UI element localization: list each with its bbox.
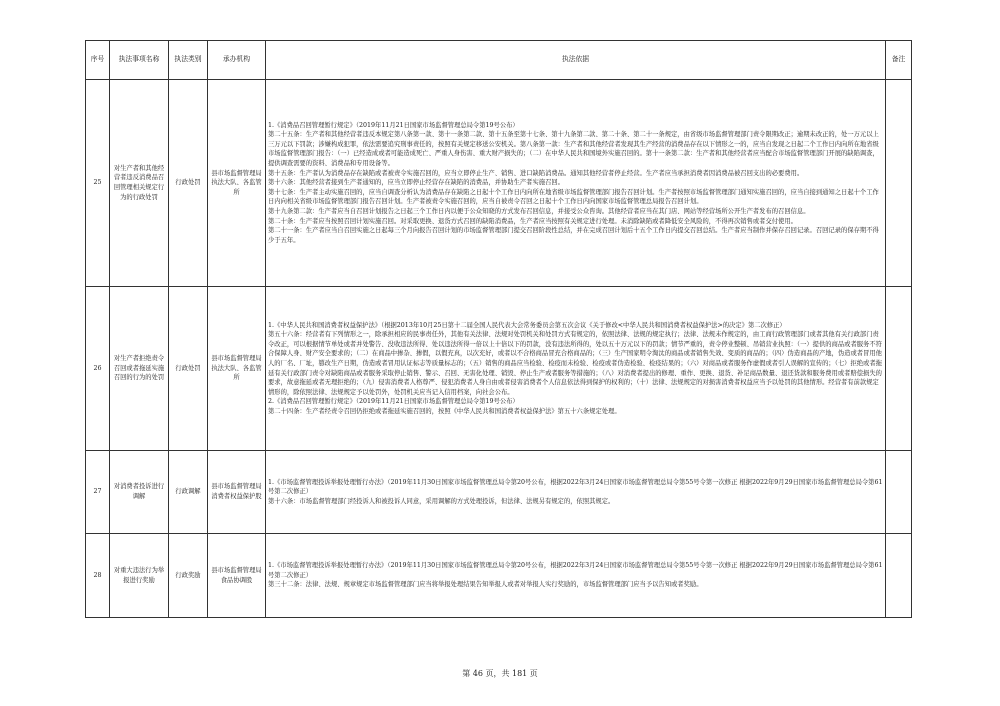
cell-remarks — [886, 80, 912, 287]
cell-name: 对生产者和其他经营者违反消费品召回管理相关规定行为的行政处罚 — [110, 80, 169, 287]
basis-paragraph: 第十五条：生产者认为消费品存在缺陷或者被责令实施召回的，应当立即停止生产、销售、进口缺陷消费品。通知其他经营者停止经营。生产者应当承担消费者因消费品被召回支出的必要费用。 — [268, 169, 804, 177]
cell-agency: 县市场监督管理局执法大队、各监管所 — [208, 287, 266, 451]
cell-basis — [266, 451, 886, 534]
basis-paragraph: 第十七条：生产者主动实施召回的，应当自调查分析认为消费品存在缺陷之日起十个工作日内向所在地省级市场监督管理部门报告召回计划。生产者按照市场监督管理部门通知实施召回的，应当自接到通知之日起十个工作日内向相关省级市场监督管理部门报告召回计划。生产者被责令实施召回的，应当自被责令召回之日起十个工作日内向国家市场监督管理总局报告召回计划。 — [268, 188, 879, 206]
table-row — [86, 287, 912, 451]
cell-no: 25 — [86, 80, 110, 287]
cell-no: 28 — [86, 534, 110, 618]
basis-paragraph: 第二十五条：生产者和其他经营者违反本规定第八条第一款、第十一条第二款、第十五条至第十七条、第十九条第二款、第二十条、第二十一条规定，由省级市场监督管理部门责令限期改正；逾期未改正的，处一万元以上三万元以下罚款；涉嫌构成犯罪，依法需要追究刑事责任的，按照有关规定移送公安机关。第八条第一款：生产者和其他经营者发现其生产经营的消费品存在以下情形之一的，应当自发现之日起二个工作日内向所在地省级市场监督管理部门报告：（一）已经造成或者可能造成死亡、严重人身伤害、重大财产损失的；（二）在中华人民共和国境外实施召回的。第十一条第二款：生产者和其他经营者应当配合市场监督管理部门开展的缺陷调查，提供调查需要的资料、消费品和专用设备等。 — [268, 131, 879, 168]
header-basis: 执法依据 — [266, 41, 886, 80]
cell-type: 行政处罚 — [169, 80, 208, 287]
cell-agency: 县市场监督管理局食品协调股 — [208, 534, 266, 618]
cell-name: 对生产者拒绝责令召回或者拖延实施召回的行为的处罚 — [110, 287, 169, 451]
table-row — [86, 80, 912, 287]
cell-basis — [266, 534, 886, 618]
table-row — [86, 451, 912, 534]
cell-no: 27 — [86, 451, 110, 534]
basis-paragraph: 1.《市场监督管理投诉举报处理暂行办法》（2019年11月30日国家市场监督管理总局令第20号公布，根据2022年3月24日国家市场监督管理总局令第55号令第一次修正 根据2022年9月29日国家市场监督管理总局令第61号第二次修正） — [268, 562, 883, 579]
basis-paragraph: 1.《市场监督管理投诉举报处理暂行办法》（2019年11月30日国家市场监督管理总局令第20号公布，根据2022年3月24日国家市场监督管理总局令第55号令第一次修正 根据2022年9月29日国家市场监督管理总局令第61号第二次修正） — [268, 478, 883, 496]
cell-name: 对消费者投诉进行调解 — [110, 451, 169, 534]
basis-paragraph: 第二十条：生产者应当按照召回计划实施召回。对采取更换、退货方式召回的缺陷消费品，生产者应当按照有关规定进行处理。未消除缺陷或者降低安全风险的，不得再次销售或者交付使用。 — [268, 217, 797, 225]
basis-paragraph: 2.《消费品召回管理暂行规定》（2019年11月21日国家市场监督管理总局令第19号公布） — [268, 398, 519, 406]
basis-paragraph: 第十六条：其他经营者接到生产者通知的，应当立即停止经营存在缺陷的消费品，并协助生产者实施召回。 — [268, 179, 564, 187]
basis-paragraph: 第十六条：市场监督管理部门经投诉人和被投诉人同意，采用调解的方式处理投诉，但法律、法规另有规定的，依照其规定。 — [268, 497, 615, 505]
cell-remarks — [886, 451, 912, 534]
basis-paragraph: 第二十四条：生产者经责令召回仍拒绝或者拖延实施召回的，按照《中华人民共和国消费者权益保护法》第五十六条规定处理。 — [268, 407, 621, 415]
cell-type: 行政处罚 — [169, 287, 208, 451]
cell-basis — [266, 287, 886, 451]
header-row — [86, 41, 912, 80]
header-remarks: 备注 — [886, 41, 912, 80]
cell-agency: 县市场监督管理局执法大队、各监管所 — [208, 80, 266, 287]
basis-paragraph: 第三十二条：法律、法规、规章规定市场监督管理部门应当将举报处理结果告知举报人或者对举报人实行奖励的，市场监督管理部门应当予以告知或者奖励。 — [268, 581, 703, 589]
cell-remarks — [886, 534, 912, 618]
cell-basis — [266, 80, 886, 287]
cell-remarks — [886, 287, 912, 451]
cell-no: 26 — [86, 287, 110, 451]
enforcement-table — [85, 40, 912, 618]
table-row — [86, 534, 912, 618]
cell-name: 对重大违法行为举报进行奖励 — [110, 534, 169, 618]
cell-type: 行政奖励 — [169, 534, 208, 618]
basis-paragraph: 第五十六条：经营者有下列情形之一，除承担相应的民事责任外，其他有关法律、法规对处罚机关和处罚方式有规定的，依照法律、法规的规定执行；法律、法规未作规定的，由工商行政管理部门或者其他有关行政部门责令改正，可以根据情节单处或者并处警告、没收违法所得、处以违法所得一倍以上十倍以下的罚款，没有违法所得的，处以五十万元以下的罚款；情节严重的，责令停业整顿、吊销营业执照：（一）提供的商品或者服务不符合保障人身、财产安全要求的；（二）在商品中掺杂、掺假，以假充真，以次充好，或者以不合格商品冒充合格商品的；（三）生产国家明令淘汰的商品或者销售失效、变质的商品的；（四）伪造商品的产地，伪造或者冒用他人的厂名、厂址，篡改生产日期，伪造或者冒用认证标志等质量标志的；（五）销售的商品应当检验、检疫而未检验、检疫或者伪造检验、检疫结果的；（六）对商品或者服务作虚假或者引人误解的宣传的；（七）拒绝或者拖延有关行政部门责令对缺陷商品或者服务采取停止销售、警示、召回、无害化处理、销毁、停止生产或者服务等措施的；（八）对消费者提出的修理、重作、更换、退货、补足商品数量、退还货款和服务费用或者赔偿损失的要求，故意拖延或者无理拒绝的；（九）侵害消费者人格尊严、侵犯消费者人身自由或者侵害消费者个人信息依法得到保护的权利的；（十）法律、法规规定的对损害消费者权益应当予以处罚的其他情形。经营者有前款规定情形的，除依照法律、法规规定予以处罚外，处罚机关应当记入信用档案，向社会公布。 — [268, 331, 882, 396]
header-name: 执法事项名称 — [110, 41, 169, 80]
basis-paragraph: 第十九条第二款：生产者应当自召回计划报告之日起三个工作日内以便于公众知晓的方式发布召回信息，并接受公众咨询。其他经营者应当在其门店、网站等经营场所公开生产者发布的召回信息。 — [268, 207, 810, 215]
header-agency: 承办机构 — [208, 41, 266, 80]
cell-type: 行政调解 — [169, 451, 208, 534]
header-type: 执法类别 — [169, 41, 208, 80]
basis-paragraph: 1.《中华人民共和国消费者权益保护法》（根据2013年10月25日第十二届全国人民代表大会常务委员会第五次会议《关于修改<中华人民共和国消费者权益保护法>的决定》第二次修正） — [268, 321, 786, 329]
header-no: 序号 — [86, 41, 110, 80]
basis-paragraph: 第二十一条：生产者应当自召回实施之日起每三个月向报告召回计划的市场监督管理部门提交召回阶段性总结，并在完成召回计划后十五个工作日内提交召回总结。生产者应当制作并保存召回记录。召回记录的保存期不得少于五年。 — [268, 227, 879, 244]
page-footer: 第 46 页，共 181 页 — [462, 669, 538, 678]
cell-agency: 县市场监督管理局消费者权益保护股 — [208, 451, 266, 534]
basis-paragraph: 1.《消费品召回管理暂行规定》（2019年11月21日国家市场监督管理总局令第19号公布） — [268, 121, 519, 129]
